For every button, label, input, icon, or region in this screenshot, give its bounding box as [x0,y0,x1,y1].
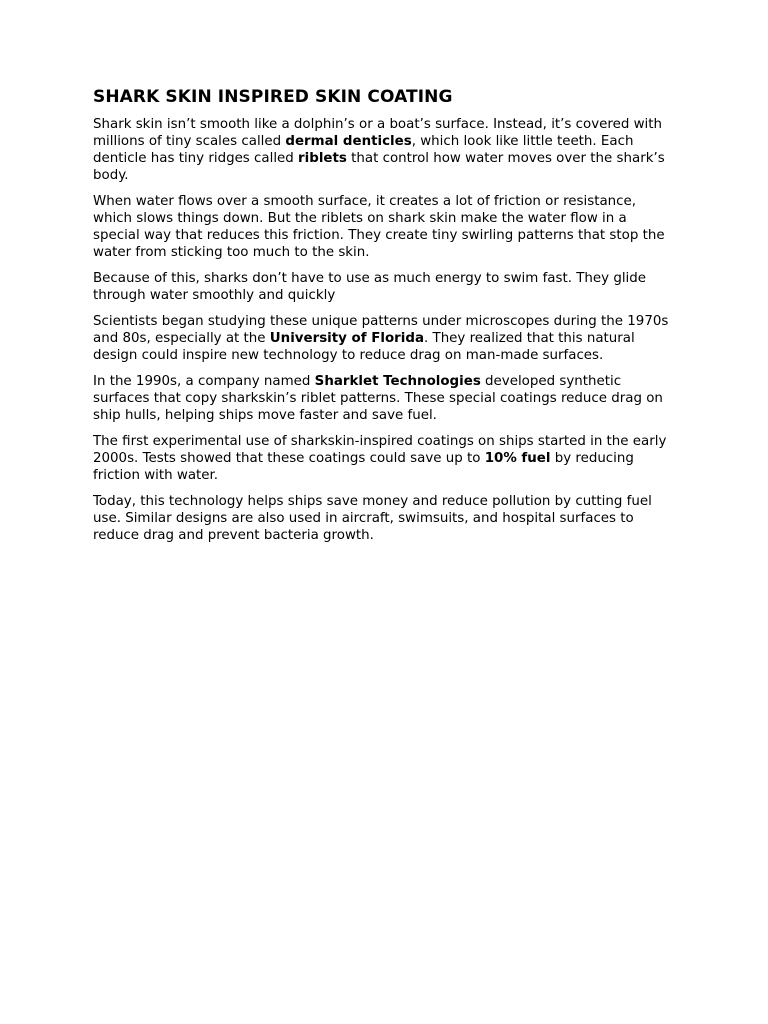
text-run: When water flows over a smooth surface, it creates a lot of friction or resistance, which slows things down. But the riblets on shark skin make the water flow in a special way that reduces this friction. They create tiny swirling patterns that stop the water from sticking too much to the skin. [93,194,665,260]
text-run: Today, this technology helps ships save money and reduce pollution by cutting fuel use. Similar designs are also used in aircraft, swimsuits, and hospital surfaces to reduce drag and prevent bacteria growth. [93,494,652,543]
bold-term-university-of-florida: University of Florida [269,331,424,346]
text-run: In the 1990s, a company named [93,374,315,389]
paragraph-today [93,493,677,544]
paragraph-energy [93,270,677,304]
text-run: developed synthetic surfaces that copy sharkskin’s riblet patterns. These special coatings reduce drag on ship hulls, helping ships move faster and save fuel. [93,374,663,423]
text-run: . They realized that this natural design could inspire new technology to reduce drag on man-made surfaces. [93,331,635,363]
text-run: Shark skin isn’t smooth like a dolphin’s or a boat’s surface. Instead, it’s covered with millions of tiny scales called [93,117,662,149]
text-run: The first experimental use of sharkskin-inspired coatings on ships started in the early 2000s. Tests showed that these coatings could save up to [93,434,667,466]
document-title: SHARK SKIN INSPIRED SKIN COATING [93,87,453,107]
paragraph-dermal-denticles [93,116,677,184]
bold-term-riblets: riblets [298,151,347,166]
bold-term-fuel-saving: 10% fuel [484,451,551,466]
text-run: Because of this, sharks don’t have to use as much energy to swim fast. They glide through water smoothly and quickly [93,271,646,303]
text-run: by reducing friction with water. [93,451,634,483]
text-run: that control how water moves over the shark’s body. [93,151,665,183]
bold-term-dermal-denticles: dermal denticles [285,134,412,149]
paragraph-research-history [93,313,677,364]
paragraph-friction [93,193,677,261]
paragraph-experimental-use [93,433,677,484]
bold-term-sharklet-technologies: Sharklet Technologies [314,374,481,389]
paragraph-sharklet [93,373,677,424]
text-run: Scientists began studying these unique patterns under microscopes during the 1970s and 80s, especially at the [93,314,669,346]
text-run: , which look like little teeth. Each denticle has tiny ridges called [93,134,634,166]
